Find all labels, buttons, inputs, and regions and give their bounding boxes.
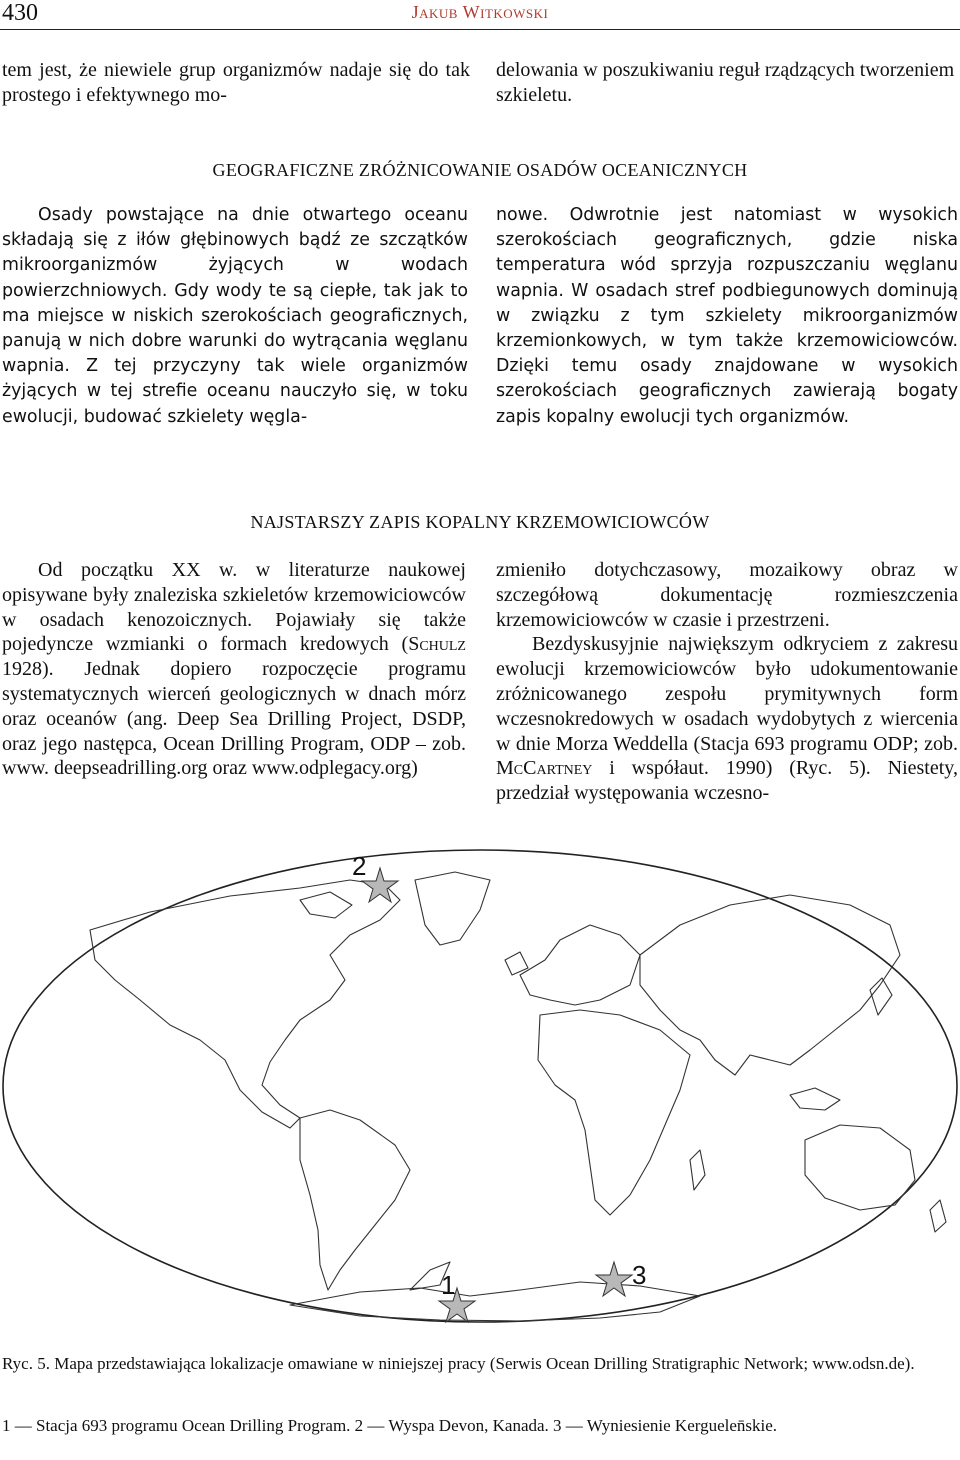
section2-left-text-a: Od początku XX w. w literaturze naukowej opisywane były znaleziska szkieletów krzemowiciowców w osadach kenozoicznych. Pojawiały się także pojedyncze wzmianki o formach kredowych (: [2, 559, 466, 656]
world-map-figure: [0, 845, 960, 1335]
section2-right-column: [496, 558, 958, 806]
section2-left-text-b: 1928). Jednak dopiero rozpoczęcie programu systematycznych wierceń geologicznych w dnach mórz oraz oceanów (ang. Deep Sea Drilling Project, DSDP, oraz jego następca, Ocean Drilling Program, ODP – zob. www. deepseadrilling.org oraz www.odplegacy.org): [2, 658, 466, 780]
section-heading-geographic: GEOGRAFICZNE ZRÓŻNICOWANIE OSADÓW OCEANICZNYCH: [212, 160, 748, 180]
running-head: Jakub Witkowski: [411, 2, 549, 22]
section1-right-column: nowe. Odwrotnie jest natomiast w wysokich szerokościach geograficznych, gdzie niska temperatura wód sprzyja rozpuszczaniu węglanu wapnia. W osadach stref podbiegunowych dominują w związku z tym szkielety mikroorganizmów krzemionkowych, w tym także krzemowiciowców. Dzięki temu osady znajdowane w wysokich szerokościach geograficznych zawierają bogaty zapis kopalny ewolucji tych organizmów.: [496, 205, 958, 427]
citation-schulz: Schulz: [408, 633, 466, 656]
new-zealand-coast: [930, 1200, 946, 1232]
section1-left-column: Osady powstające na dnie otwartego oceanu składają się z iłów głębinowych bądź ze szczątków mikroorganizmów żyjących w wodach powierzchniowych. Gdy wody te są ciepłe, tak jak to ma miejsce w niskich szerokościach geograficznych, panują w nich dobre warunki do wytrącania węglanu wapnia. Z tej przyczyny tak wiele organizmów żyjących w tej strefie oceanu nauczyło się, w toku ewolucji, budować szkielety węgla-: [2, 205, 468, 427]
section-heading-fossil-record: NAJSTARSZY ZAPIS KOPALNY KRZEMOWICIOWCÓW: [250, 512, 710, 532]
intro-left-column: tem jest, że niewiele grup organizmów nadaje się do tak prostego i efektywnego mo-: [2, 59, 470, 106]
map-outline: [3, 850, 957, 1322]
page-number: 430: [2, 0, 38, 26]
page-header: [0, 0, 960, 32]
marker-label-2: 2: [352, 851, 367, 881]
marker-label-3: 3: [632, 1260, 647, 1290]
marker-label-1: 1: [441, 1270, 456, 1300]
header-rule: [0, 29, 960, 30]
section2-right-paragraph-1: zmieniło dotychczasowy, mozaikowy obraz w szczegółową dokumentację rozmieszczenia krzemowiciowców w czasie i przestrzeni.: [496, 559, 958, 631]
citation-mccartney: McCartney: [496, 757, 593, 780]
figure-legend: 1 — Stacja 693 programu Ocean Drilling Program. 2 — Wyspa Devon, Kanada. 3 — Wyniesienie Kerguelen̄skie.: [2, 1416, 778, 1435]
intro-right-column: delowania w poszukiwaniu reguł rządzących tworzeniem szkieletu.: [496, 59, 955, 106]
section2-right-text-a: Bezdyskusyjnie największym odkryciem z zakresu ewolucji krzemowiciowców było udokumentowanie zróżnicowanego zespołu prymitywnych form wczesnokredowych w osadach wydobytych z wiercenia w dnie Morza Weddella (Stacja 693 programu ODP; zob.: [496, 633, 958, 755]
section2-right-text-b: i współaut. 1990) (Ryc. 5). Niestety, przedział występowania wczesno-: [496, 757, 958, 805]
figure-caption: Ryc. 5. Mapa przedstawiająca lokalizacje omawiane w niniejszej pracy (Serwis Ocean Drilling Stratigraphic Network; www.odsn.de).: [2, 1354, 915, 1373]
section2-left-column: [2, 558, 466, 781]
